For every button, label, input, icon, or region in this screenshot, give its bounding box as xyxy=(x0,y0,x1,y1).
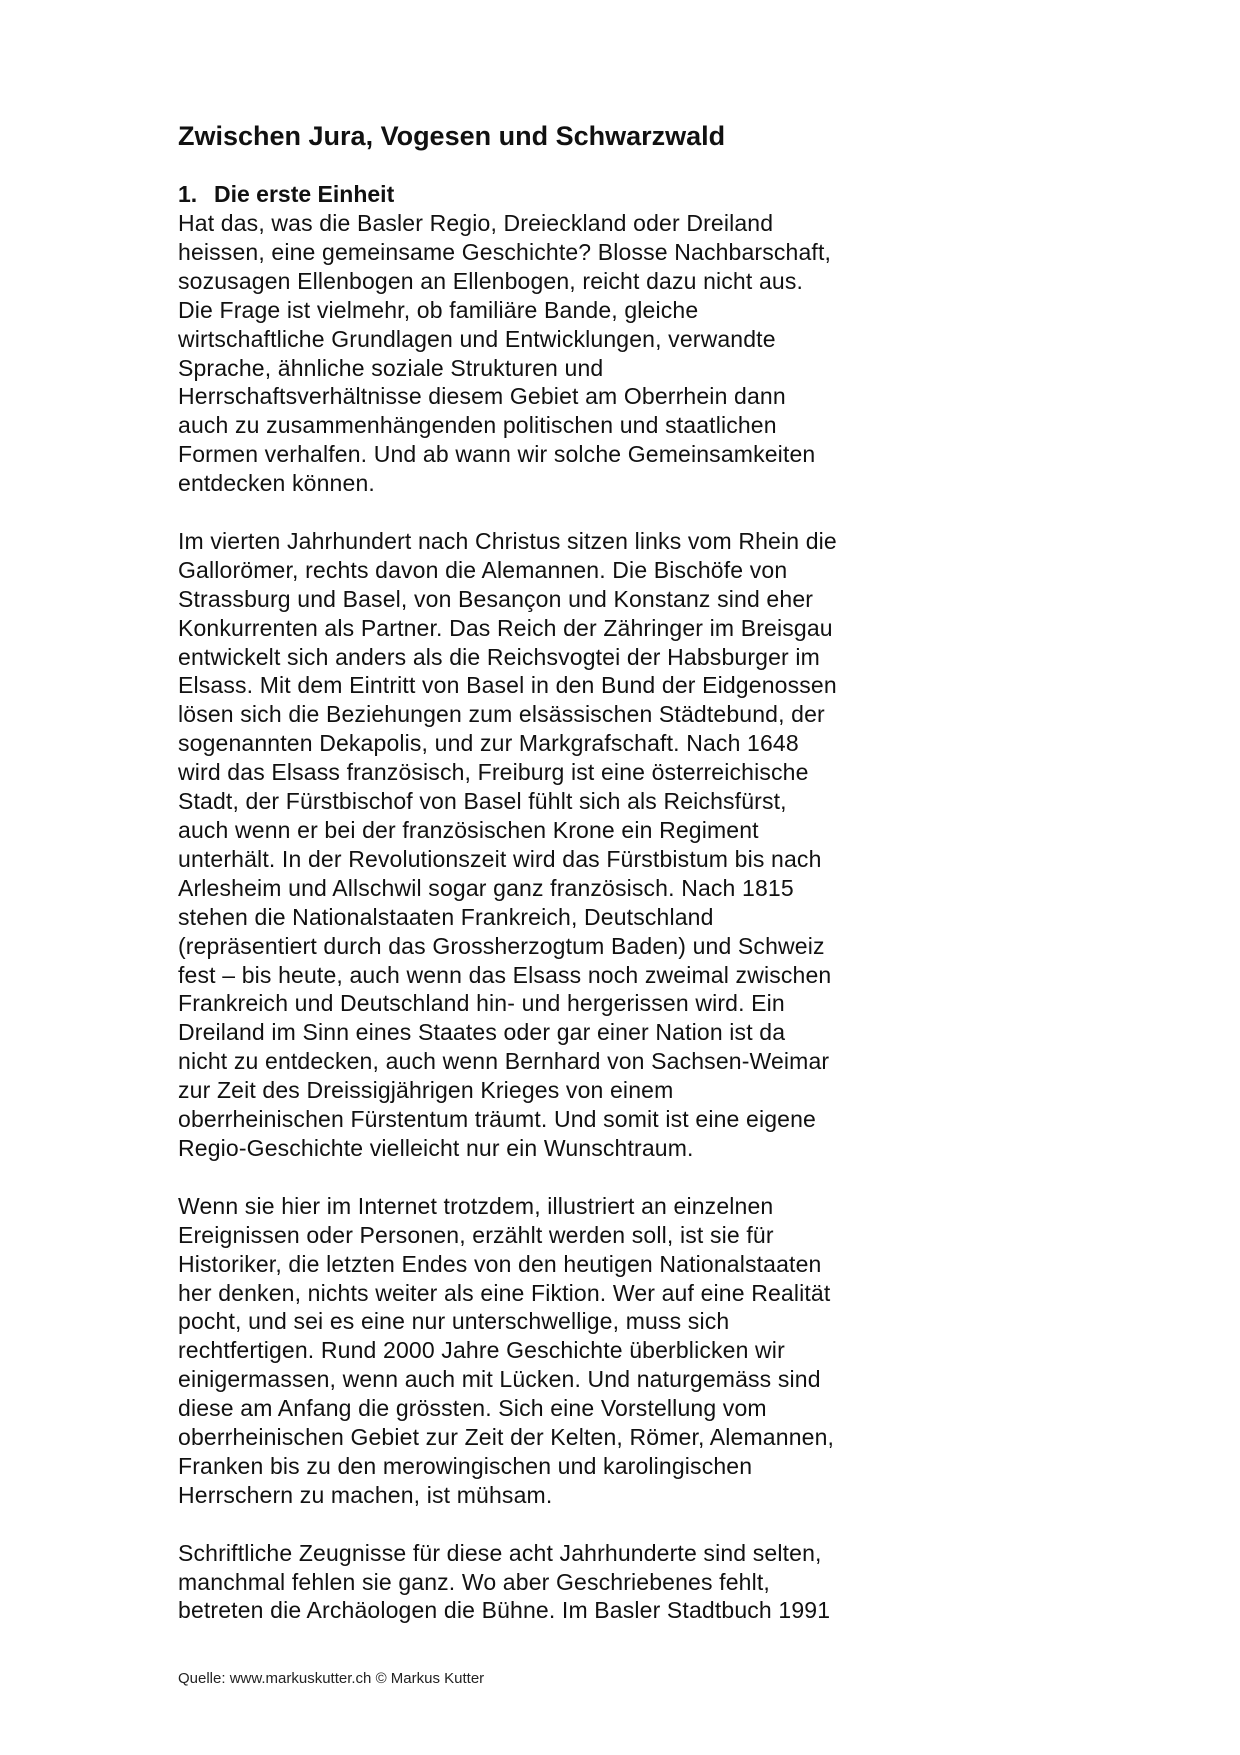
text-line: Die Frage ist vielmehr, ob familiäre Bande, gleiche xyxy=(178,296,699,323)
paragraph xyxy=(178,209,898,498)
text-line: lösen sich die Beziehungen zum elsässischen Städtebund, der xyxy=(178,701,825,728)
text-line: auch wenn er bei der französischen Krone ein Regiment xyxy=(178,817,759,844)
text-line: Historiker, die letzten Endes von den heutigen Nationalstaaten xyxy=(178,1250,822,1277)
section-heading xyxy=(178,180,898,209)
text-line: oberrheinischen Gebiet zur Zeit der Kelten, Römer, Alemannen, xyxy=(178,1424,835,1451)
text-line: diese am Anfang die grössten. Sich eine Vorstellung vom xyxy=(178,1395,767,1422)
text-line: Stadt, der Fürstbischof von Basel fühlt sich als Reichsfürst, xyxy=(178,788,787,815)
text-line: manchmal fehlen sie ganz. Wo aber Geschriebenes fehlt, xyxy=(178,1568,770,1595)
paragraph xyxy=(178,1539,898,1626)
section-heading-text: Die erste Einheit xyxy=(214,181,395,207)
section-number: 1. xyxy=(178,181,198,207)
text-line: wird das Elsass französisch, Freiburg ist eine österreichische xyxy=(178,759,809,786)
text-line: Schriftliche Zeugnisse für diese acht Jahrhunderte sind selten, xyxy=(178,1539,822,1566)
text-line: entdecken können. xyxy=(178,470,375,497)
text-line: zur Zeit des Dreissigjährigen Krieges von einem xyxy=(178,1077,674,1104)
text-line: Ereignissen oder Personen, erzählt werden soll, ist sie für xyxy=(178,1221,774,1248)
text-line: entwickelt sich anders als die Reichsvogtei der Habsburger im xyxy=(178,643,820,670)
document-title: Zwischen Jura, Vogesen und Schwarzwald xyxy=(178,121,726,151)
document-page xyxy=(178,116,898,1625)
text-line: pocht, und sei es eine nur unterschwellige, muss sich xyxy=(178,1308,730,1335)
text-line: stehen die Nationalstaaten Frankreich, Deutschland xyxy=(178,903,714,930)
text-line: Im vierten Jahrhundert nach Christus sitzen links vom Rhein die xyxy=(178,527,837,554)
text-line: unterhält. In der Revolutionszeit wird das Fürstbistum bis nach xyxy=(178,845,822,872)
text-line: Herrschern zu machen, ist mühsam. xyxy=(178,1481,553,1508)
text-line: Konkurrenten als Partner. Das Reich der Zähringer im Breisgau xyxy=(178,614,833,641)
body-text xyxy=(178,209,898,1625)
text-line: Regio-Geschichte vielleicht nur ein Wunschtraum. xyxy=(178,1134,694,1161)
text-line: wirtschaftliche Grundlagen und Entwicklungen, verwandte xyxy=(178,325,776,352)
paragraph xyxy=(178,527,898,1163)
text-line: fest – bis heute, auch wenn das Elsass noch zweimal zwischen xyxy=(178,961,832,988)
text-line: Hat das, was die Basler Regio, Dreieckland oder Dreiland xyxy=(178,210,774,236)
text-line: einigermassen, wenn auch mit Lücken. Und naturgemäss sind xyxy=(178,1366,821,1393)
text-line: Strassburg und Basel, von Besançon und Konstanz sind eher xyxy=(178,585,814,612)
text-line: oberrheinischen Fürstentum träumt. Und somit ist eine eigene xyxy=(178,1106,816,1133)
footer-source: Quelle: www.markuskutter.ch © Markus Kutter xyxy=(178,1670,485,1687)
text-line: Herrschaftsverhältnisse diesem Gebiet am Oberrhein dann xyxy=(178,383,786,410)
text-line: Frankreich und Deutschland hin- und hergerissen wird. Ein xyxy=(178,990,785,1017)
text-line: Dreiland im Sinn eines Staates oder gar einer Nation ist da xyxy=(178,1019,786,1046)
text-line: auch zu zusammenhängenden politischen und staatlichen xyxy=(178,412,777,439)
text-line: her denken, nichts weiter als eine Fiktion. Wer auf eine Realität xyxy=(178,1279,831,1306)
text-line: Franken bis zu den merowingischen und karolingischen xyxy=(178,1452,753,1479)
paragraph xyxy=(178,1192,898,1510)
text-line: sogenannten Dekapolis, und zur Markgrafschaft. Nach 1648 xyxy=(178,730,799,757)
text-line: Formen verhalfen. Und ab wann wir solche Gemeinsamkeiten xyxy=(178,441,816,468)
text-line: Elsass. Mit dem Eintritt von Basel in den Bund der Eidgenossen xyxy=(178,672,837,699)
text-line: Wenn sie hier im Internet trotzdem, illustriert an einzelnen xyxy=(178,1192,774,1219)
text-line: Sprache, ähnliche soziale Strukturen und xyxy=(178,354,604,381)
text-line: rechtfertigen. Rund 2000 Jahre Geschichte überblicken wir xyxy=(178,1337,785,1364)
text-line: (repräsentiert durch das Grossherzogtum Baden) und Schweiz xyxy=(178,932,825,959)
text-line: Gallorömer, rechts davon die Alemannen. Die Bischöfe von xyxy=(178,556,788,583)
text-line: Arlesheim und Allschwil sogar ganz französisch. Nach 1815 xyxy=(178,874,794,901)
text-line: betreten die Archäologen die Bühne. Im Basler Stadtbuch 1991 xyxy=(178,1597,831,1624)
text-line: nicht zu entdecken, auch wenn Bernhard von Sachsen-Weimar xyxy=(178,1048,830,1075)
text-line: sozusagen Ellenbogen an Ellenbogen, reicht dazu nicht aus. xyxy=(178,267,804,294)
text-line: heissen, eine gemeinsame Geschichte? Blosse Nachbarschaft, xyxy=(178,238,832,265)
